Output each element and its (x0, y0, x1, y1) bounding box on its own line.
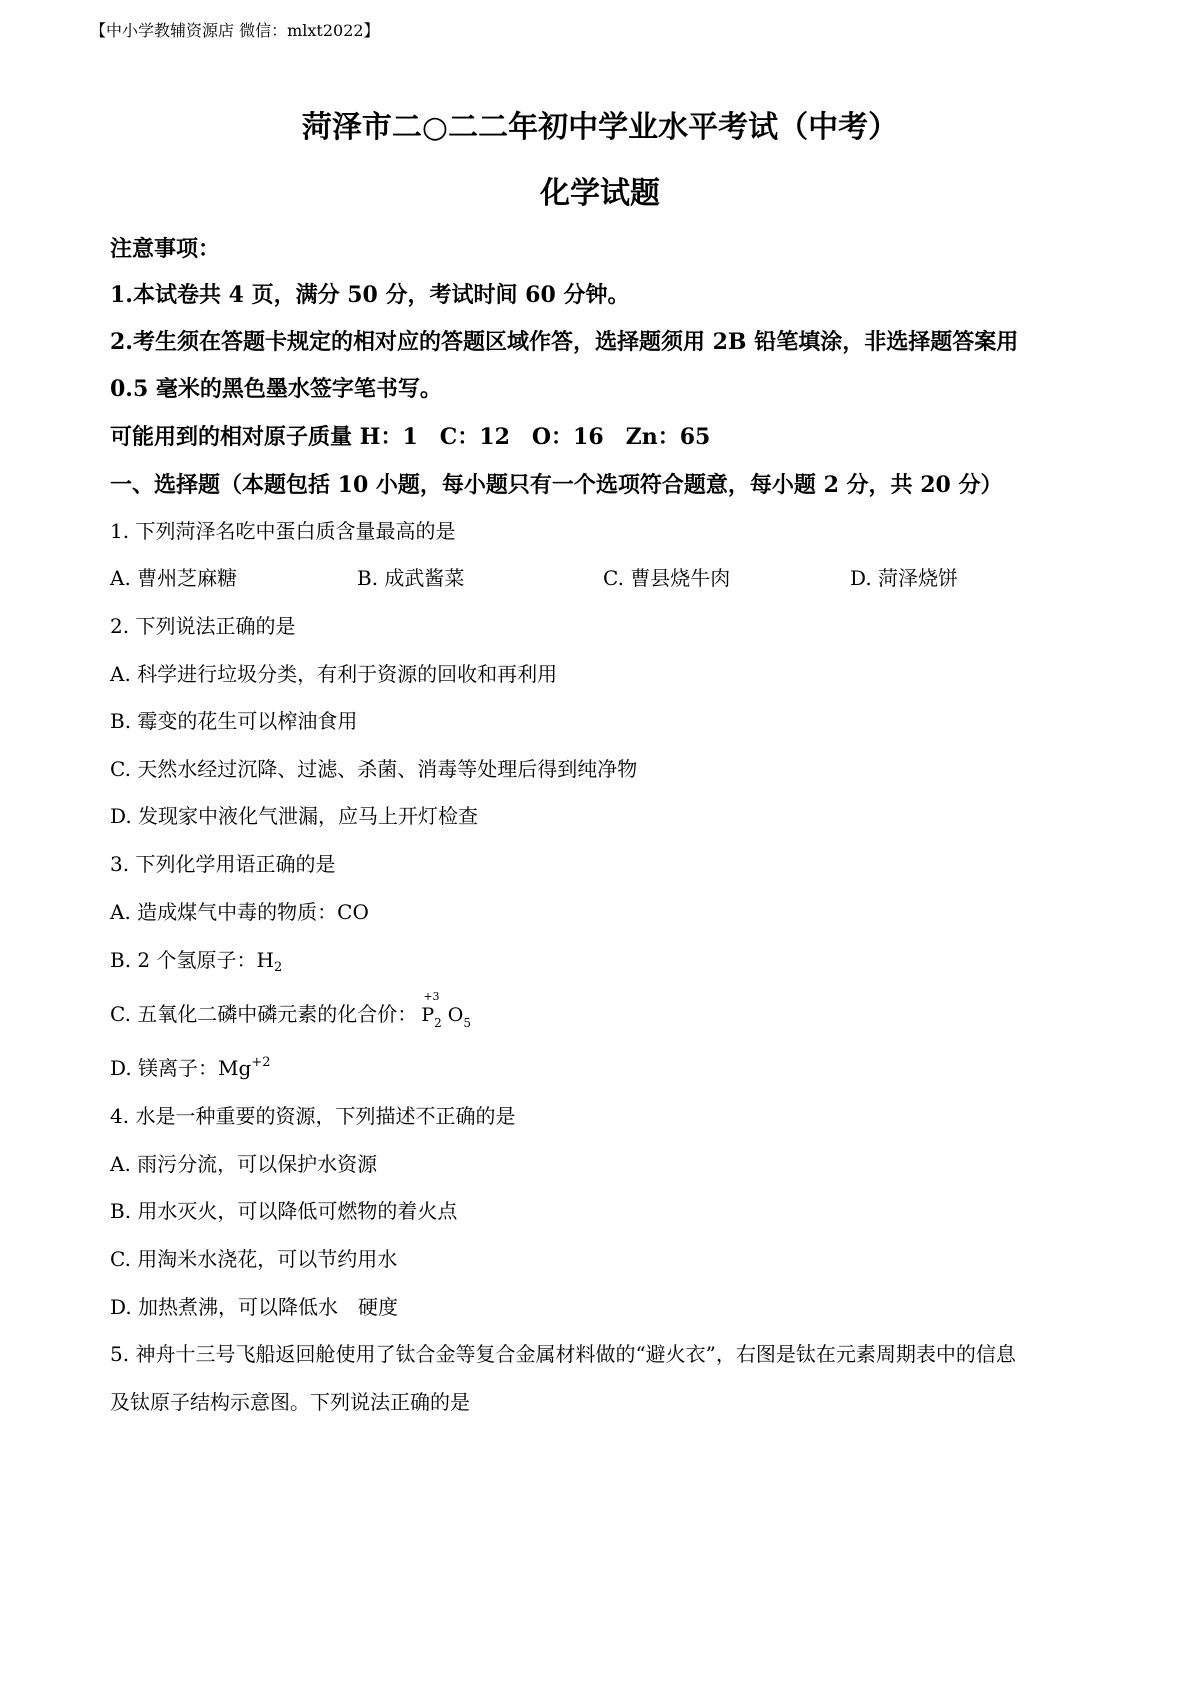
atomic-mass-line: 可能用到的相对原子质量 H：1 C：12 O：16 Zn：65 (110, 424, 711, 450)
section-1-heading: 一、选择题（本题包括 10 小题，每小题只有一个选项符合题意，每小题 2 分，共 20 分） (110, 472, 1003, 498)
valence-mark: +3 (423, 990, 440, 1003)
question-2-stem: 2. 下列说法正确的是 (110, 614, 296, 638)
question-3-option-b (110, 944, 282, 975)
exam-title: 菏泽市二○二二年初中学业水平考试（中考） (301, 110, 899, 145)
question-1-option-d: D. 菏泽烧饼 (850, 566, 959, 590)
question-2-option-d: D. 发现家中液化气泄漏，应马上开灯检查 (110, 804, 479, 828)
question-3-option-c-text: C. 五氧化二磷中磷元素的化合价： (110, 1002, 418, 1026)
question-3-option-d-formula: Mg (218, 1056, 252, 1080)
question-3-option-b-subscript: 2 (273, 960, 283, 975)
question-4-stem: 4. 水是一种重要的资源，下列描述不正确的是 (110, 1104, 516, 1128)
formula-p: P (421, 1004, 435, 1026)
notice-heading: 注意事项： (110, 236, 221, 262)
question-1-option-a: A. 曹州芝麻糖 (110, 566, 238, 590)
formula-p-subscript: 2 (434, 1016, 442, 1030)
question-3-option-a-text: A. 造成煤气中毒的物质： (110, 900, 338, 924)
formula-o-subscript: 5 (463, 1016, 472, 1030)
question-3-stem: 3. 下列化学用语正确的是 (110, 852, 336, 876)
phosphorus-pentoxide-formula (421, 990, 472, 1030)
question-3-option-d (110, 1052, 271, 1081)
question-1-option-b: B. 成武酱菜 (357, 566, 465, 590)
question-3-option-d-superscript: +2 (251, 1055, 271, 1070)
question-4-option-a: A. 雨污分流，可以保护水资源 (110, 1152, 378, 1176)
question-1-stem: 1. 下列菏泽名吃中蛋白质含量最高的是 (110, 519, 456, 543)
question-3-option-a-formula: CO (337, 900, 369, 924)
question-2-option-c: C. 天然水经过沉降、过滤、杀菌、消毒等处理后得到纯净物 (110, 757, 638, 781)
question-3-option-a (110, 896, 369, 925)
notice-item-2-line-2: 0.5 毫米的黑色墨水签字笔书写。 (110, 376, 442, 402)
question-4-option-d: D. 加热煮沸，可以降低水 硬度 (110, 1295, 399, 1319)
header-note: 【中小学教辅资源店 微信：mlxt2022】 (90, 21, 380, 40)
exam-subtitle: 化学试题 (540, 176, 660, 211)
formula-o: O (447, 1004, 464, 1026)
question-4-option-c: C. 用淘米水浇花，可以节约用水 (110, 1247, 398, 1271)
question-5-stem-line-2: 及钛原子结构示意图。下列说法正确的是 (110, 1390, 470, 1414)
question-1-option-c: C. 曹县烧牛肉 (603, 566, 731, 590)
question-3-option-b-formula: H (256, 948, 274, 972)
notice-item-1: 1.本试卷共 4 页，满分 50 分，考试时间 60 分钟。 (110, 282, 630, 308)
question-3-option-d-text: D. 镁离子： (110, 1056, 219, 1080)
notice-item-2-line-1: 2.考生须在答题卡规定的相对应的答题区域作答，选择题须用 2B 铅笔填涂，非选择题答案用 (110, 329, 1019, 355)
question-2-option-a: A. 科学进行垃圾分类，有利于资源的回收和再利用 (110, 662, 558, 686)
question-2-option-b: B. 霉变的花生可以榨油食用 (110, 709, 358, 733)
question-3-option-c (110, 990, 472, 1030)
question-5-stem-line-1: 5. 神舟十三号飞船返回舱使用了钛合金等复合金属材料做的“避火衣”，右图是钛在元素周期表中的信息 (110, 1342, 1016, 1366)
question-4-option-b: B. 用水灭火，可以降低可燃物的着火点 (110, 1199, 458, 1223)
question-3-option-b-text: B. 2 个氢原子： (110, 948, 257, 972)
